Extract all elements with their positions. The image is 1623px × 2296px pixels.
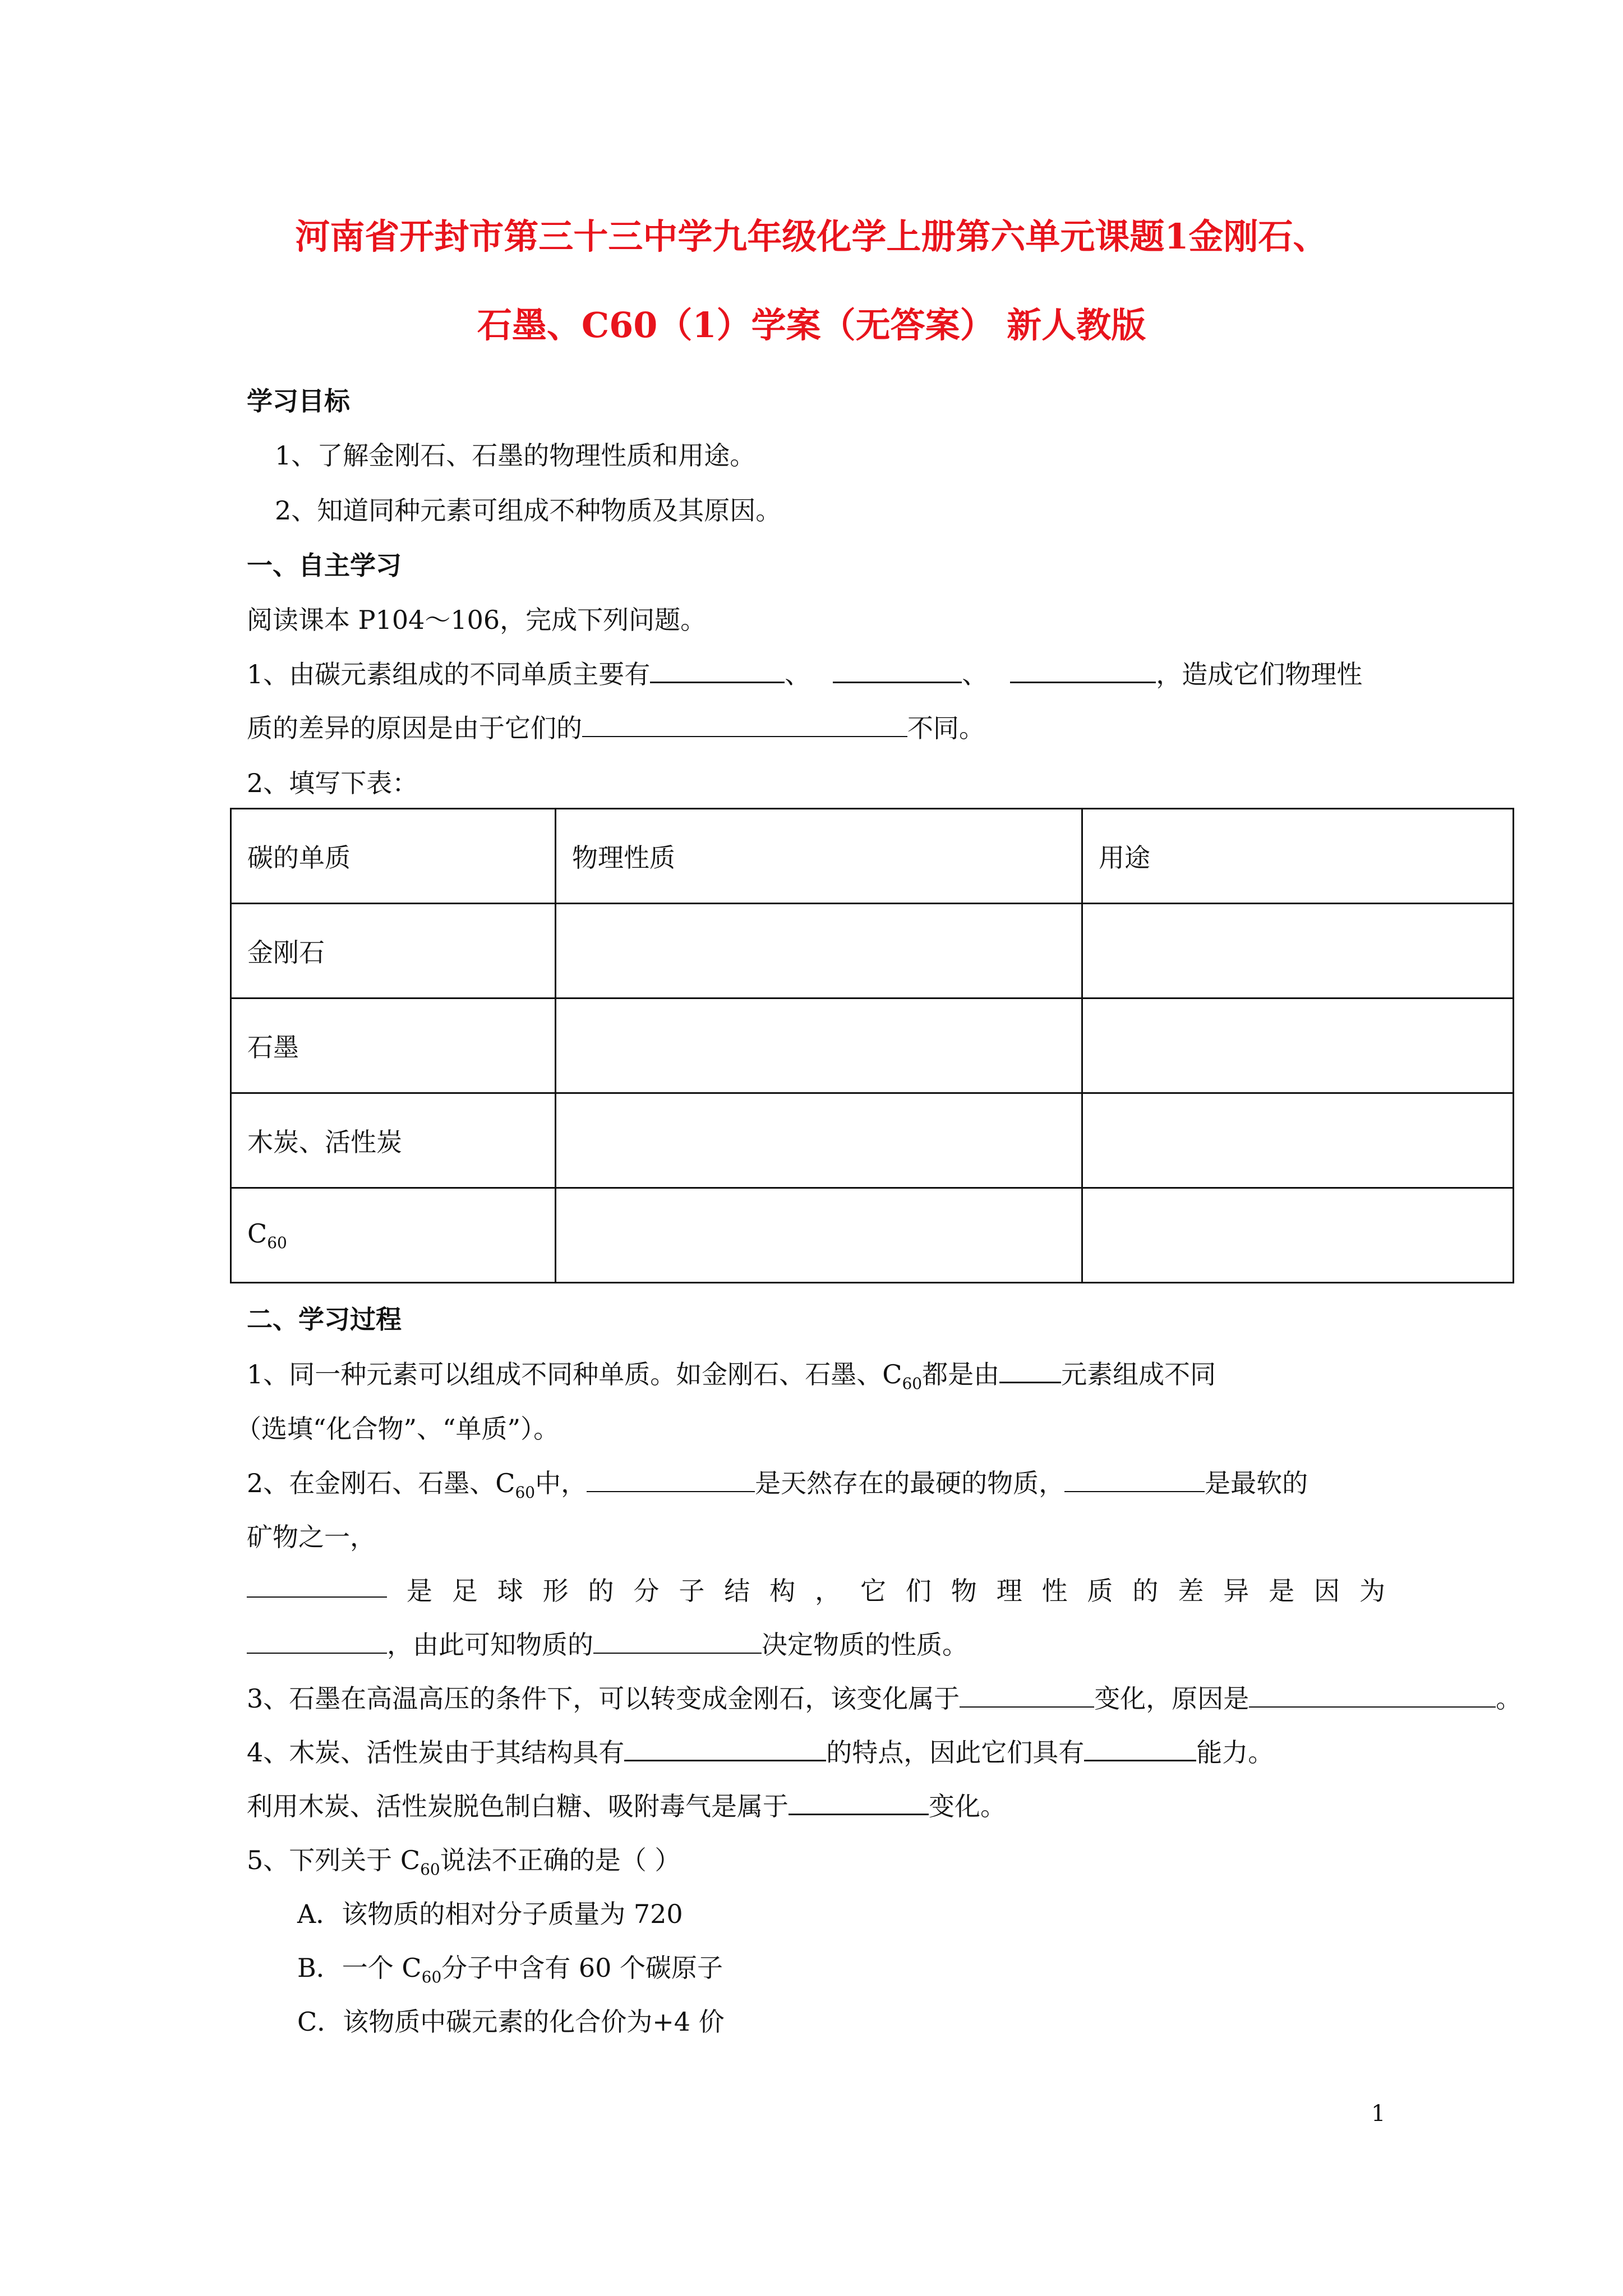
c60-subscript: 60 [421, 1968, 442, 1987]
answer-blank[interactable] [999, 1359, 1061, 1383]
spread-char: 足 [451, 1576, 478, 1606]
spread-char: 子 [679, 1576, 705, 1606]
goals-heading: 学习目标 [247, 386, 350, 416]
spread-char: 的 [588, 1576, 614, 1606]
doc-title-line1: 河南省开封市第三十三中学九年级化学上册第六单元课题1金刚石、 [295, 216, 1328, 257]
s2-question-2-line3 [247, 1574, 1385, 1608]
s2-q3-text-c: 。 [1496, 1683, 1522, 1714]
section1-heading: 一、自主学习 [247, 550, 402, 581]
c60-subscript: 60 [267, 1234, 287, 1253]
c60-subscript: 60 [420, 1860, 440, 1879]
s2-q3-text-b: 变化，原因是 [1094, 1683, 1249, 1714]
table-row-label [231, 1188, 556, 1283]
answer-blank[interactable] [650, 659, 785, 683]
section2-heading: 二、学习过程 [247, 1304, 402, 1335]
answer-blank[interactable] [624, 1737, 826, 1761]
s2-question-1-line1 [247, 1358, 1216, 1401]
table-header-cell: 用途 [1082, 809, 1514, 904]
answer-blank[interactable] [789, 1791, 929, 1815]
s1-question-1-line2 [247, 711, 985, 745]
answer-blank[interactable] [1084, 1737, 1196, 1761]
table-row [231, 1093, 1514, 1188]
table-input-cell[interactable] [1082, 1188, 1514, 1283]
table-input-cell[interactable] [556, 999, 1082, 1093]
s1-q1-text-b: ，造成它们物理性 [1156, 659, 1363, 689]
s2-q5-text-a: 5、下列关于 C [247, 1845, 421, 1875]
spread-char: 它 [860, 1576, 886, 1606]
s2-q2-text-d: 是最软的 [1205, 1468, 1308, 1498]
table-row [231, 1188, 1514, 1283]
answer-blank[interactable] [960, 1684, 1094, 1708]
option-b-text-b: 分子中含有 60 个碳原子 [441, 1953, 723, 1983]
answer-blank[interactable] [582, 714, 907, 737]
c60-base: C [247, 1218, 268, 1249]
spread-char: 理 [996, 1576, 1022, 1606]
table-header-row [231, 809, 1514, 904]
table-input-cell[interactable] [1082, 904, 1514, 999]
s1-question-1-line1 [247, 657, 1362, 691]
s2-q2-text-b: 中， [535, 1468, 587, 1498]
spread-char: 是 [1269, 1576, 1295, 1606]
spread-char: 分 [633, 1576, 660, 1606]
spread-char: 性 [1041, 1576, 1068, 1606]
s2-q4-text-c: 能力。 [1196, 1737, 1274, 1768]
doc-title-line2: 石墨、C60（1）学案（无答案） 新人教版 [477, 305, 1146, 346]
s1-q1-sep: 、 [962, 659, 988, 689]
carbon-table [230, 808, 1514, 1283]
answer-blank[interactable] [587, 1469, 755, 1492]
s1-q1-text-a: 1、由碳元素组成的不同单质主要有 [247, 659, 651, 689]
c60-subscript: 60 [902, 1374, 923, 1393]
goal-item-1: 1、了解金刚石、石墨的物理性质和用途。 [275, 440, 756, 471]
spread-char: 差 [1178, 1576, 1204, 1606]
s2-q1-text-c: 元素组成不同 [1061, 1359, 1216, 1389]
c60-subscript: 60 [515, 1483, 536, 1502]
spread-char: 的 [1132, 1576, 1159, 1606]
s1-question-2: 2、填写下表： [247, 768, 418, 798]
option-c: C．该物质中碳元素的化合价为+4 价 [297, 2007, 725, 2037]
spread-char: 物 [951, 1576, 977, 1606]
section1-intro: 阅读课本 P104～106，完成下列问题。 [247, 605, 707, 635]
answer-blank[interactable] [833, 659, 962, 683]
s1-q1-text-d: 不同。 [907, 713, 985, 743]
table-row-label: 木炭、活性炭 [231, 1093, 556, 1188]
table-input-cell[interactable] [556, 904, 1082, 999]
s2-q4-text-a: 4、木炭、活性炭由于其结构具有 [247, 1737, 625, 1768]
s2-q4-text-e: 变化。 [929, 1791, 1006, 1821]
s2-question-1-line2: （选填“化合物”、“单质”）。 [236, 1414, 560, 1444]
option-a: A．该物质的相对分子质量为 720 [297, 1899, 683, 1929]
s2-question-3 [247, 1682, 1521, 1715]
option-b [297, 1951, 723, 1994]
s2-q1-text-b: 都是由 [922, 1359, 1000, 1389]
s2-question-2-line4 [247, 1628, 968, 1662]
table-header-cell: 碳的单质 [231, 809, 556, 904]
table-header-cell: 物理性质 [556, 809, 1082, 904]
answer-blank[interactable] [1064, 1469, 1205, 1492]
table-input-cell[interactable] [556, 1093, 1082, 1188]
answer-blank[interactable] [1010, 659, 1156, 683]
table-input-cell[interactable] [1082, 1093, 1514, 1188]
s2-question-4-line1 [247, 1736, 1274, 1769]
goal-item-2: 2、知道同种元素可组成不种物质及其原因。 [275, 495, 782, 526]
s2-q2-text-a: 2、在金刚石、石墨、C [247, 1468, 515, 1498]
spread-char: 为 [1359, 1576, 1385, 1606]
spread-char: ， [815, 1576, 841, 1606]
spread-char: 形 [542, 1576, 569, 1606]
answer-blank[interactable] [247, 1630, 387, 1654]
page-number: 1 [1371, 2101, 1386, 2127]
table-row-label: 石墨 [231, 999, 556, 1093]
option-b-text-a: B．一个 C [297, 1953, 422, 1983]
spread-char: 是 [406, 1576, 432, 1606]
table-row [231, 904, 1514, 999]
s2-q2-text-g: ，由此可知物质的 [387, 1630, 593, 1660]
table-input-cell[interactable] [556, 1188, 1082, 1283]
answer-blank[interactable] [1249, 1684, 1496, 1708]
s2-question-4-line2 [247, 1789, 1006, 1823]
s2-q4-text-b: 的特点，因此它们具有 [826, 1737, 1085, 1768]
spread-char: 质 [1087, 1576, 1113, 1606]
spread-char: 构 [769, 1576, 796, 1606]
table-input-cell[interactable] [1082, 999, 1514, 1093]
answer-blank[interactable] [593, 1630, 762, 1654]
spread-char: 因 [1314, 1576, 1340, 1606]
spread-char: 球 [497, 1576, 523, 1606]
table-row-label: 金刚石 [231, 904, 556, 999]
spread-char: 们 [905, 1576, 932, 1606]
s1-q1-sep: 、 [785, 659, 811, 689]
s1-q1-text-c: 质的差异的原因是由于它们的 [247, 713, 582, 743]
table-row [231, 999, 1514, 1093]
spread-char: 异 [1223, 1576, 1249, 1606]
s2-q4-text-d: 利用木炭、活性炭脱色制白糖、吸附毒气是属于 [247, 1791, 789, 1821]
s2-q1-text-a: 1、同一种元素可以组成不同种单质。如金刚石、石墨、C [247, 1359, 902, 1389]
s2-question-2-line1 [247, 1466, 1308, 1510]
s2-question-2-line2: 矿物之一， [247, 1522, 376, 1552]
s2-q2-text-c: 是天然存在的最硬的物质， [755, 1468, 1065, 1498]
s2-q2-text-h: 决定物质的性质。 [762, 1630, 968, 1660]
spread-char: 结 [724, 1576, 750, 1606]
s2-question-5 [247, 1843, 680, 1887]
s2-q3-text-a: 3、石墨在高温高压的条件下，可以转变成金刚石，该变化属于 [247, 1683, 960, 1714]
s2-q5-text-b: 说法不正确的是（ ） [440, 1845, 681, 1875]
answer-blank[interactable] [247, 1574, 387, 1598]
